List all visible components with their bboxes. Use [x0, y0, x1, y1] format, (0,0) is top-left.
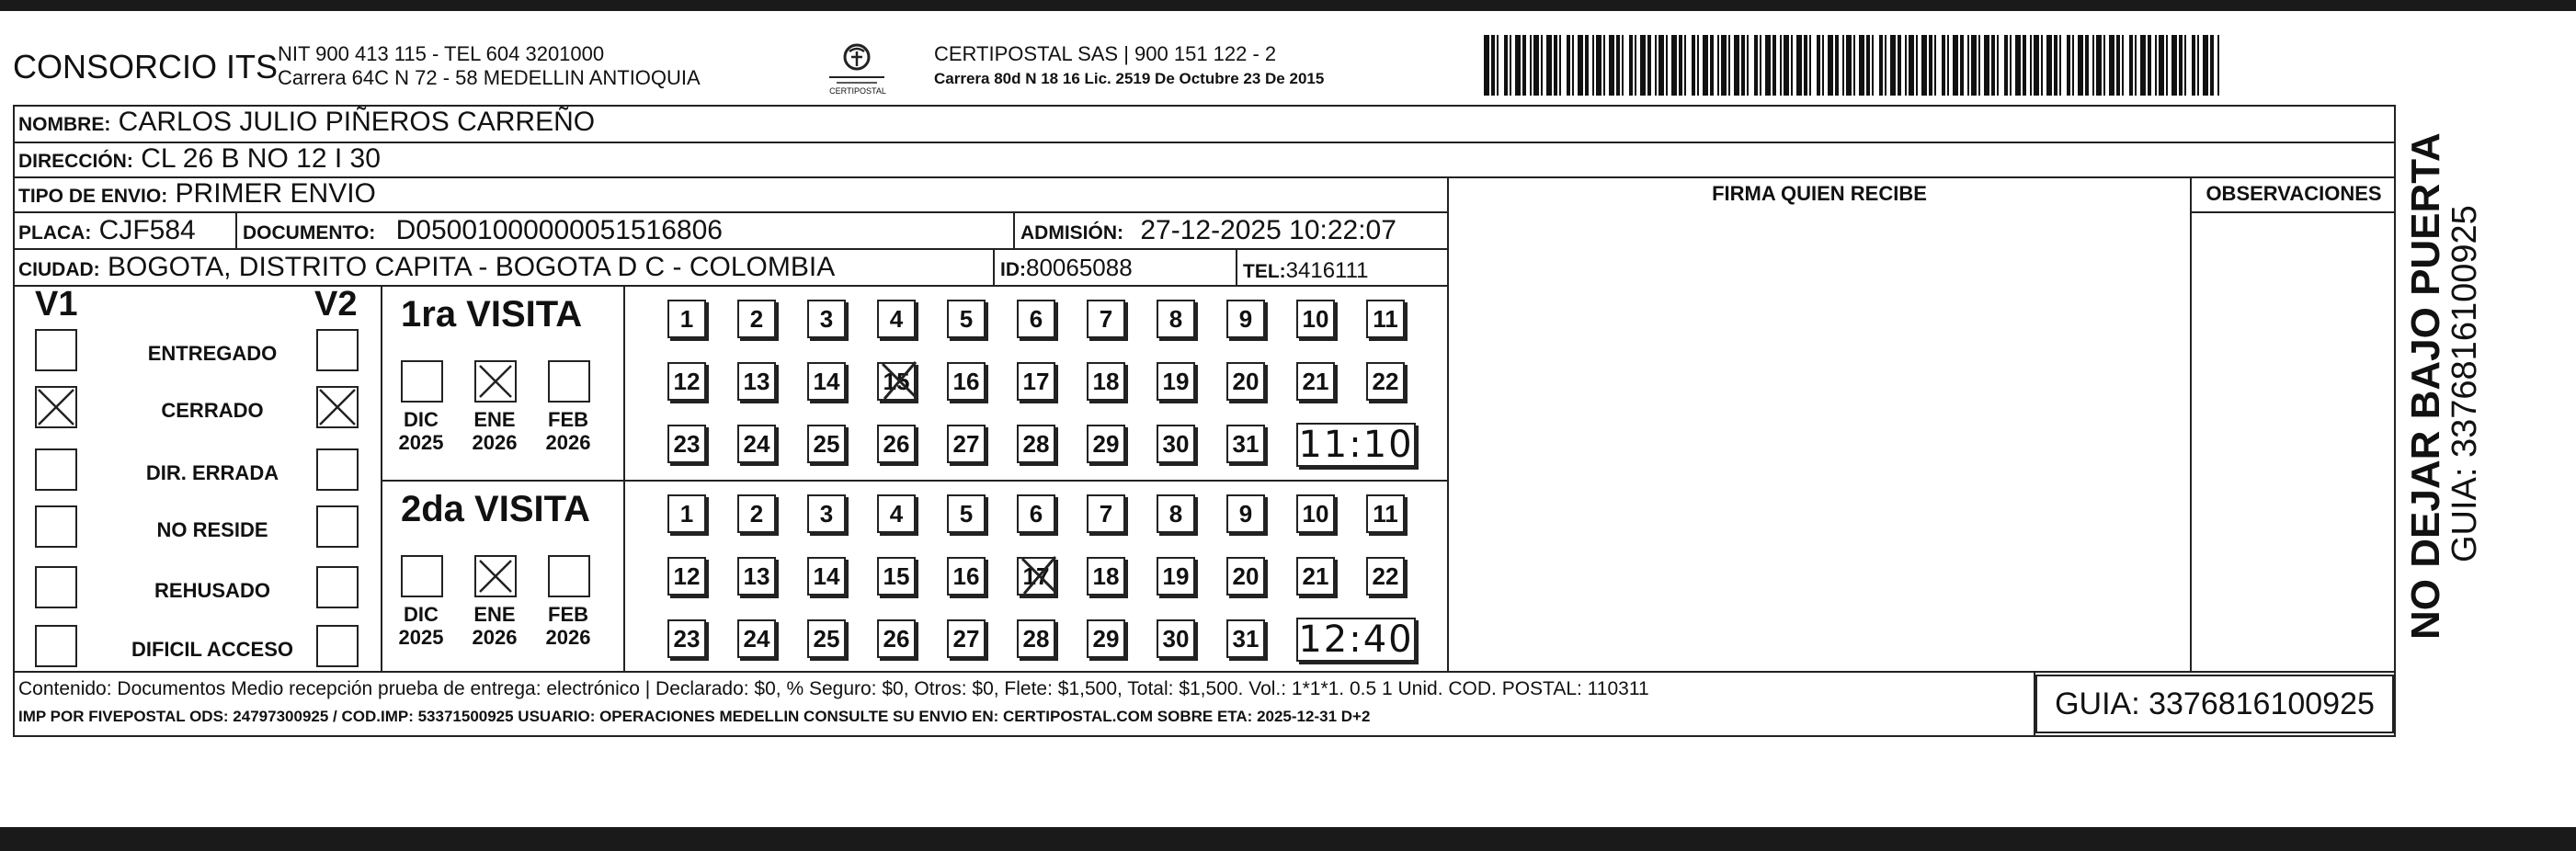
- barcode-bar: [1872, 35, 1874, 96]
- barcode-bar: [2192, 35, 2195, 96]
- barcode-bar: [2072, 35, 2074, 96]
- barcode-bar: [1791, 35, 1793, 96]
- barcode-bar: [1817, 35, 1820, 96]
- barcode-bar: [1942, 35, 1945, 96]
- v2-checkbox[interactable]: [316, 566, 359, 608]
- barcode-bar: [2166, 35, 2168, 96]
- day-box[interactable]: 24: [737, 619, 776, 658]
- tracking-barcode: [1484, 35, 2219, 96]
- day-box[interactable]: 17: [1017, 362, 1055, 401]
- barcode-bar: [1835, 35, 1839, 96]
- admission-value: 27-12-2025 10:22:07: [1140, 215, 1396, 245]
- month-name: DIC: [404, 408, 439, 431]
- tel-label: TEL:: [1243, 261, 1286, 282]
- barcode-bar: [1916, 35, 1918, 96]
- barcode-bar: [2122, 35, 2124, 96]
- barcode-bar: [1585, 35, 1589, 96]
- barcode-bar: [1984, 35, 1989, 96]
- day-box[interactable]: 20: [1226, 557, 1265, 596]
- v1-checkbox[interactable]: [35, 448, 77, 491]
- day-box[interactable]: 8: [1157, 300, 1195, 338]
- barcode-bar: [2030, 35, 2032, 96]
- observations-column-header: OBSERVACIONES: [2206, 182, 2382, 205]
- day-box[interactable]: 21: [1296, 557, 1335, 596]
- day-box[interactable]: 19: [1157, 362, 1195, 401]
- barcode-bar: [1978, 35, 1980, 96]
- barcode-bar: [2109, 35, 2114, 96]
- month-year: 2026: [545, 431, 591, 454]
- contents-line: Contenido: Documentos Medio recepción prueba de entrega: electrónico | Declarado: $0, % Seguro: $0, Otros: $0, Flete: $1,500, Total: $1,500. Vol.: 1*1*1. 0.5 1 Unid. COD. POSTAL: 110311: [18, 678, 1649, 699]
- city-value: BOGOTA, DISTRITO CAPITA - BOGOTA D C - COLOMBIA: [108, 252, 836, 282]
- day-box[interactable]: 1: [667, 494, 706, 533]
- v1-checkbox[interactable]: [35, 505, 77, 548]
- barcode-bar: [2179, 35, 2183, 96]
- barcode-bar: [2197, 35, 2199, 96]
- day-box[interactable]: 15: [877, 557, 916, 596]
- day-box[interactable]: 28: [1017, 619, 1055, 658]
- day-box[interactable]: 5: [947, 494, 986, 533]
- barcode-bar: [2023, 35, 2026, 96]
- month-checkbox[interactable]: [401, 360, 443, 403]
- status-label: DIFICIL ACCESO: [131, 638, 293, 661]
- barcode-bar: [2085, 35, 2089, 96]
- company-address: Carrera 64C N 72 - 58 MEDELLIN ANTIOQUIA: [278, 66, 701, 89]
- carrier-address: Carrera 80d N 18 16 Lic. 2519 De Octubre 23 De 2015: [934, 70, 1325, 87]
- day-box[interactable]: 18: [1087, 362, 1125, 401]
- v2-checkbox[interactable]: [316, 505, 359, 548]
- barcode-bar: [2078, 35, 2083, 96]
- month-label: [539, 408, 598, 454]
- barcode-bar: [1640, 35, 1646, 96]
- barcode-bar: [1609, 35, 1614, 96]
- barcode-bar: [2034, 35, 2039, 96]
- month-label: [539, 603, 598, 649]
- admission-field: [1020, 215, 1396, 246]
- barcode-bar: [1616, 35, 1620, 96]
- print-info-line: IMP POR FIVEPOSTAL ODS: 24797300925 / COD.IMP: 53371500925 USUARIO: OPERACIONES MEDELLIN CONSULTE SU ENVIO EN: CERTIPOSTAL.COM SOBRE ETA: 2025-12-31 D+2: [18, 708, 1371, 725]
- day-box[interactable]: 9: [1226, 300, 1265, 338]
- recipient-name: CARLOS JULIO PIÑEROS CARREÑO: [118, 107, 596, 137]
- barcode-bar: [2059, 35, 2061, 96]
- month-checkbox[interactable]: [401, 555, 443, 597]
- barcode-bar: [1960, 35, 1964, 96]
- day-box[interactable]: 12: [667, 362, 706, 401]
- tel-field: [1243, 254, 1369, 285]
- month-name: ENE: [473, 603, 516, 626]
- barcode-bar: [1760, 35, 1761, 96]
- day-box[interactable]: 29: [1087, 619, 1125, 658]
- barcode-bar: [1567, 35, 1570, 96]
- month-label: [465, 603, 524, 649]
- city-field: [18, 252, 835, 283]
- barcode-bar: [2103, 35, 2105, 96]
- day-box[interactable]: 26: [877, 619, 916, 658]
- barcode-bar: [1890, 35, 1896, 96]
- barcode-bar: [1853, 35, 1855, 96]
- day-box[interactable]: 30: [1157, 425, 1195, 463]
- barcode-bar: [2046, 35, 2052, 96]
- barcode-bar: [1971, 35, 1977, 96]
- v1-checkbox[interactable]: [35, 386, 77, 428]
- scan-top-border: [0, 0, 2576, 11]
- v2-checkbox[interactable]: [316, 386, 359, 428]
- barcode-bar: [2148, 35, 2151, 96]
- barcode-bar: [1530, 35, 1532, 96]
- barcode-bar: [1554, 35, 1557, 96]
- barcode-bar: [1515, 35, 1521, 96]
- barcode-bar: [1784, 35, 1789, 96]
- v2-checkbox[interactable]: [316, 625, 359, 667]
- day-box[interactable]: 2: [737, 300, 776, 338]
- barcode-bar: [1484, 35, 1489, 96]
- day-box[interactable]: 23: [667, 619, 706, 658]
- barcode-bar: [1491, 35, 1495, 96]
- barcode-bar: [1765, 35, 1771, 96]
- barcode-bar: [2184, 35, 2186, 96]
- day-box[interactable]: 7: [1087, 300, 1125, 338]
- barcode-bar: [1710, 35, 1714, 96]
- plate-label: PLACA:: [18, 222, 92, 244]
- month-checkbox[interactable]: [474, 555, 517, 597]
- day-box[interactable]: 16: [947, 557, 986, 596]
- day-box[interactable]: 19: [1157, 557, 1195, 596]
- month-name: FEB: [548, 603, 588, 626]
- barcode-bar: [1828, 35, 1833, 96]
- day-box[interactable]: 17: [1017, 557, 1055, 596]
- barcode-bar: [1934, 35, 1936, 96]
- day-box[interactable]: 13: [737, 557, 776, 596]
- barcode-bar: [1804, 35, 1807, 96]
- status-label: REHUSADO: [154, 579, 270, 602]
- visit-time: 11:10: [1296, 423, 1416, 467]
- barcode-bar: [1666, 35, 1668, 96]
- company-nit: NIT 900 413 115 - TEL 604 3201000: [278, 42, 605, 65]
- barcode-bar: [1734, 35, 1739, 96]
- v2-label: V2: [314, 285, 358, 323]
- barcode-bar: [1647, 35, 1651, 96]
- recipient-address: CL 26 B NO 12 I 30: [141, 143, 381, 174]
- barcode-bar: [1679, 35, 1682, 96]
- day-box[interactable]: 18: [1087, 557, 1125, 596]
- barcode-bar: [1635, 35, 1636, 96]
- barcode-bar: [1947, 35, 1949, 96]
- barcode-bar: [1885, 35, 1886, 96]
- barcode-bar: [1671, 35, 1677, 96]
- document-label: DOCUMENTO:: [243, 222, 376, 244]
- month-name: DIC: [404, 603, 439, 626]
- day-box[interactable]: 15: [877, 362, 916, 401]
- day-box[interactable]: 10: [1296, 300, 1335, 338]
- v1-label: V1: [35, 285, 78, 323]
- barcode-bar: [1721, 35, 1727, 96]
- barcode-bar: [1546, 35, 1552, 96]
- month-year: 2026: [472, 431, 518, 454]
- barcode-bar: [1559, 35, 1561, 96]
- id-label: ID:: [1000, 259, 1026, 280]
- type-label: TIPO DE ENVIO:: [18, 186, 168, 207]
- barcode-bar: [1703, 35, 1708, 96]
- barcode-bar: [1592, 35, 1594, 96]
- barcode-bar: [1967, 35, 1969, 96]
- barcode-bar: [1578, 35, 1583, 96]
- plate-field: [18, 215, 196, 246]
- v2-checkbox[interactable]: [316, 448, 359, 491]
- barcode-bar: [1510, 35, 1511, 96]
- month-name: ENE: [473, 408, 516, 431]
- barcode-bar: [1697, 35, 1699, 96]
- month-name: FEB: [548, 408, 588, 431]
- document-field: [243, 215, 723, 246]
- city-label: CIUDAD:: [18, 259, 100, 280]
- day-box[interactable]: 4: [877, 300, 916, 338]
- barcode-bar: [1572, 35, 1574, 96]
- day-box[interactable]: 31: [1226, 619, 1265, 658]
- barcode-bar: [1879, 35, 1883, 96]
- barcode-bar: [1905, 35, 1907, 96]
- day-box[interactable]: 3: [807, 494, 846, 533]
- no-under-door-warning: NO DEJAR BAJO PUERTA: [2403, 132, 2448, 640]
- barcode-bar: [2210, 35, 2214, 96]
- day-box[interactable]: 22: [1366, 557, 1405, 596]
- barcode-bar: [1717, 35, 1719, 96]
- day-box[interactable]: 11: [1366, 300, 1405, 338]
- day-box[interactable]: 4: [877, 494, 916, 533]
- day-box[interactable]: 14: [807, 557, 846, 596]
- month-checkbox[interactable]: [548, 360, 590, 403]
- barcode-bar: [1796, 35, 1802, 96]
- month-label: [392, 408, 450, 454]
- day-box[interactable]: 20: [1226, 362, 1265, 401]
- barcode-bar: [1780, 35, 1782, 96]
- day-box[interactable]: 31: [1226, 425, 1265, 463]
- barcode-bar: [1772, 35, 1776, 96]
- barcode-bar: [1728, 35, 1730, 96]
- barcode-bar: [1859, 35, 1864, 96]
- barcode-bar: [2135, 35, 2137, 96]
- day-box[interactable]: 8: [1157, 494, 1195, 533]
- recipient-address-row: [18, 143, 381, 175]
- month-year: 2026: [472, 626, 518, 649]
- barcode-bar: [2092, 35, 2094, 96]
- name-label: NOMBRE:: [18, 114, 111, 135]
- barcode-bar: [2004, 35, 2008, 96]
- barcode-bar: [2171, 35, 2177, 96]
- month-year: 2025: [398, 431, 444, 454]
- month-label: [465, 408, 524, 454]
- day-box[interactable]: 27: [947, 619, 986, 658]
- address-label: DIRECCIÓN:: [18, 151, 133, 172]
- day-box[interactable]: 12: [667, 557, 706, 596]
- day-box[interactable]: 22: [1366, 362, 1405, 401]
- shipment-type-row: [18, 178, 376, 210]
- day-box[interactable]: 14: [807, 362, 846, 401]
- plate-value: CJF584: [98, 215, 196, 245]
- day-box[interactable]: 2: [737, 494, 776, 533]
- barcode-bar: [1692, 35, 1695, 96]
- barcode-bar: [2159, 35, 2164, 96]
- barcode-bar: [1596, 35, 1601, 96]
- barcode-bar: [2129, 35, 2133, 96]
- day-box[interactable]: 11: [1366, 494, 1405, 533]
- status-label: ENTREGADO: [147, 342, 278, 365]
- day-box[interactable]: 29: [1087, 425, 1125, 463]
- barcode-bar: [1997, 35, 1999, 96]
- barcode-bar: [1622, 35, 1624, 96]
- day-box[interactable]: 23: [667, 425, 706, 463]
- side-guide-number: GUIA: 3376816100925: [2445, 205, 2484, 562]
- signature-column-header: FIRMA QUIEN RECIBE: [1712, 182, 1927, 205]
- barcode-bar: [2116, 35, 2120, 96]
- barcode-bar: [2140, 35, 2146, 96]
- barcode-bar: [1658, 35, 1664, 96]
- barcode-bar: [1754, 35, 1758, 96]
- id-value: 80065088: [1026, 254, 1133, 281]
- tel-value: 3416111: [1285, 258, 1369, 283]
- status-label: CERRADO: [161, 399, 264, 422]
- barcode-bar: [1921, 35, 1927, 96]
- status-label: DIR. ERRADA: [145, 461, 279, 484]
- day-box[interactable]: 6: [1017, 494, 1055, 533]
- barcode-bar: [1747, 35, 1749, 96]
- day-box[interactable]: 24: [737, 425, 776, 463]
- barcode-bar: [1953, 35, 1958, 96]
- barcode-bar: [2015, 35, 2021, 96]
- barcode-bar: [1533, 35, 1539, 96]
- day-cross-mark: [1017, 553, 1061, 597]
- shipment-type: PRIMER ENVIO: [175, 178, 376, 209]
- barcode-bar: [1684, 35, 1686, 96]
- barcode-bar: [1991, 35, 1995, 96]
- v1-checkbox[interactable]: [35, 566, 77, 608]
- barcode-bar: [1842, 35, 1844, 96]
- visit-title: 1ra VISITA: [401, 294, 583, 335]
- barcode-bar: [1629, 35, 1633, 96]
- day-box[interactable]: 27: [947, 425, 986, 463]
- logo-wordmark: CERTIPOSTAL: [829, 86, 886, 96]
- barcode-bar: [2067, 35, 2070, 96]
- visit-title: 2da VISITA: [401, 489, 590, 529]
- month-label: [392, 603, 450, 649]
- barcode-bar: [1504, 35, 1508, 96]
- day-box[interactable]: 16: [947, 362, 986, 401]
- barcode-bar: [1898, 35, 1901, 96]
- day-box[interactable]: 10: [1296, 494, 1335, 533]
- barcode-bar: [1497, 35, 1499, 96]
- month-checkbox[interactable]: [474, 360, 517, 403]
- visit-time: 12:40: [1296, 618, 1416, 662]
- day-box[interactable]: 5: [947, 300, 986, 338]
- carrier-line: CERTIPOSTAL SAS | 900 151 122 - 2: [934, 42, 1277, 65]
- month-year: 2025: [398, 626, 444, 649]
- barcode-bar: [1909, 35, 1914, 96]
- barcode-bar: [1603, 35, 1605, 96]
- barcode-bar: [1655, 35, 1657, 96]
- scan-bottom-border: [0, 827, 2576, 851]
- recipient-name-row: [18, 107, 595, 138]
- day-box[interactable]: 1: [667, 300, 706, 338]
- company-name: CONSORCIO ITS: [13, 48, 279, 85]
- barcode-bar: [1541, 35, 1543, 96]
- day-box[interactable]: 9: [1226, 494, 1265, 533]
- day-box[interactable]: 25: [807, 619, 846, 658]
- v2-checkbox[interactable]: [316, 329, 359, 371]
- status-label: NO RESIDE: [156, 518, 268, 541]
- day-box[interactable]: 21: [1296, 362, 1335, 401]
- barcode-bar: [2041, 35, 2043, 96]
- day-box[interactable]: 28: [1017, 425, 1055, 463]
- barcode-bar: [2010, 35, 2012, 96]
- barcode-bar: [2054, 35, 2057, 96]
- month-checkbox[interactable]: [548, 555, 590, 597]
- barcode-bar: [1929, 35, 1932, 96]
- barcode-bar: [2096, 35, 2102, 96]
- barcode-bar: [1822, 35, 1824, 96]
- day-box[interactable]: 25: [807, 425, 846, 463]
- v1-checkbox[interactable]: [35, 625, 77, 667]
- day-box[interactable]: 3: [807, 300, 846, 338]
- day-box[interactable]: 13: [737, 362, 776, 401]
- barcode-bar: [2203, 35, 2208, 96]
- barcode-bar: [1866, 35, 1870, 96]
- barcode-bar: [2155, 35, 2157, 96]
- document-value: D05001000000051516806: [395, 215, 723, 245]
- day-box[interactable]: 6: [1017, 300, 1055, 338]
- barcode-bar: [1809, 35, 1811, 96]
- barcode-bar: [2217, 35, 2219, 96]
- barcode-bar: [1741, 35, 1745, 96]
- barcode-bar: [1846, 35, 1852, 96]
- barcode-bar: [1522, 35, 1526, 96]
- day-box[interactable]: 30: [1157, 619, 1195, 658]
- guide-number-box: GUIA: 3376816100925: [2035, 675, 2394, 733]
- v1-checkbox[interactable]: [35, 329, 77, 371]
- month-year: 2026: [545, 626, 591, 649]
- day-box[interactable]: 26: [877, 425, 916, 463]
- day-cross-mark: [877, 358, 921, 403]
- admission-label: ADMISIÓN:: [1020, 222, 1123, 244]
- day-box[interactable]: 7: [1087, 494, 1125, 533]
- id-field: [1000, 252, 1133, 283]
